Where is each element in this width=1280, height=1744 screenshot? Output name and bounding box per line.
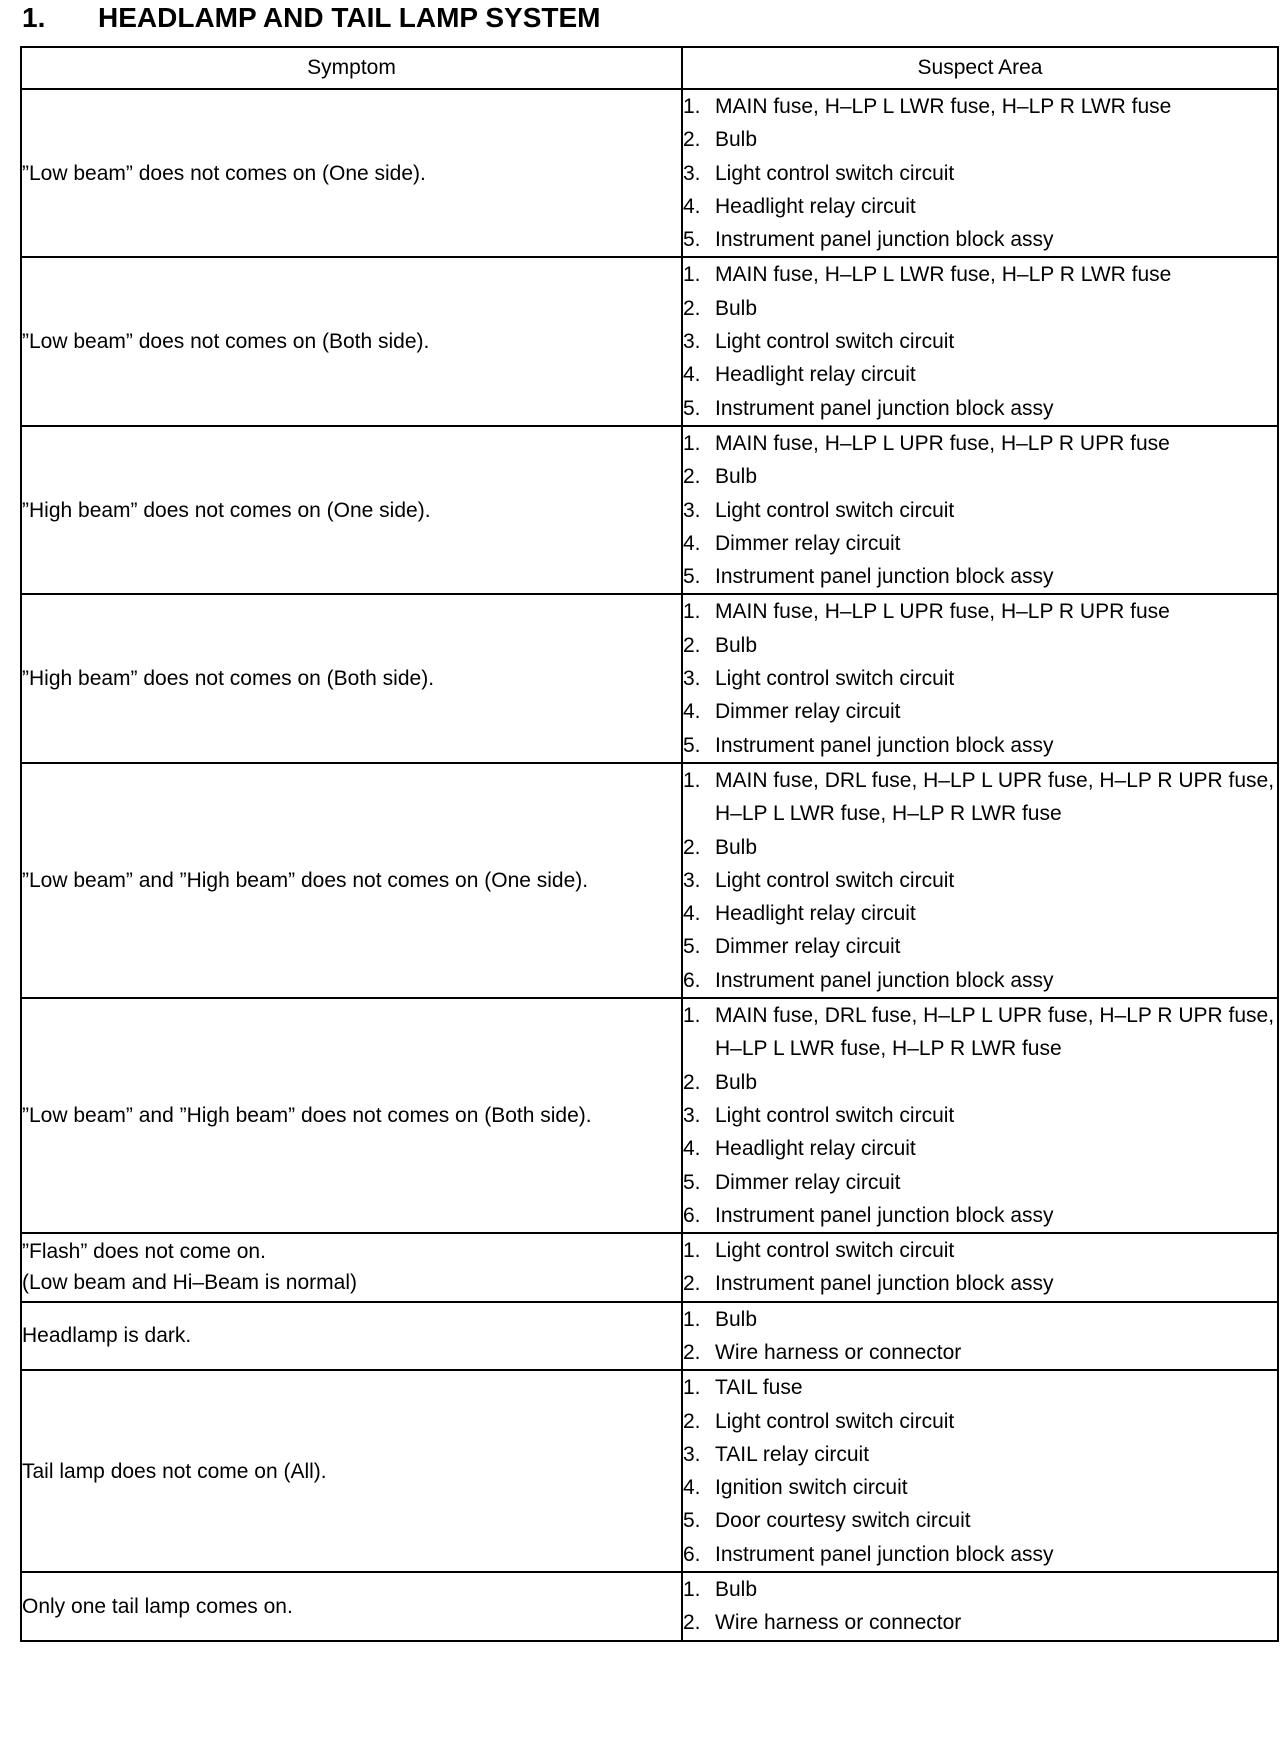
section-title <box>22 0 600 36</box>
column-header-suspect-area: Suspect Area <box>682 47 1278 89</box>
list-item: 4. Headlight relay circuit <box>683 363 916 387</box>
list-item: 2. Bulb <box>683 633 758 657</box>
symptom-cell: ”Low beam” and ”High beam” does not comes on (Both side). <box>21 998 682 1233</box>
list-item-text: Wire harness or connector <box>715 1340 962 1364</box>
table-header-row <box>21 47 1278 89</box>
table-row <box>21 89 1278 257</box>
list-item: 1. MAIN fuse, H–LP L LWR fuse, H–LP R LWR fuse <box>683 263 1172 287</box>
suspect-area-cell <box>682 998 1278 1233</box>
list-item: 2. Bulb <box>683 1070 758 1094</box>
list-item: 5. Instrument panel junction block assy <box>683 396 1054 420</box>
suspect-area-cell <box>682 594 1278 762</box>
list-item: 3. Light control switch circuit <box>683 161 955 185</box>
list-item-text: Instrument panel junction block assy <box>715 396 1054 420</box>
list-item-text: MAIN fuse, DRL fuse, H–LP L UPR fuse, H–LP R UPR fuse, H–LP L LWR fuse, H–LP R LWR fuse <box>715 768 1275 826</box>
list-item: 2. Wire harness or connector <box>683 1611 962 1635</box>
list-item-text: Light control switch circuit <box>715 1103 955 1127</box>
list-item-text: Bulb <box>715 1070 758 1094</box>
list-item-text: Door courtesy switch circuit <box>715 1509 971 1533</box>
list-item-text: Wire harness or connector <box>715 1611 962 1635</box>
list-item: 1. Light control switch circuit <box>683 1239 955 1263</box>
suspect-area-cell <box>682 1233 1278 1302</box>
list-item-text: Light control switch circuit <box>715 330 955 354</box>
list-item: 5. Dimmer relay circuit <box>683 1170 901 1194</box>
list-item: 5. Instrument panel junction block assy <box>683 565 1054 589</box>
suspect-list <box>683 90 1277 256</box>
list-item-text: Instrument panel junction block assy <box>715 733 1054 757</box>
list-item: 1. MAIN fuse, H–LP L UPR fuse, H–LP R UPR fuse <box>683 431 1170 455</box>
suspect-list <box>683 595 1277 761</box>
table-row <box>21 426 1278 594</box>
suspect-area-cell <box>682 257 1278 425</box>
list-item: 3. Light control switch circuit <box>683 868 955 892</box>
symptom-line: (Low beam and Hi–Beam is normal) <box>22 1271 357 1295</box>
list-item: 1. MAIN fuse, H–LP L UPR fuse, H–LP R UPR fuse <box>683 600 1170 624</box>
list-item-text: Light control switch circuit <box>715 1239 955 1263</box>
list-item-text: Instrument panel junction block assy <box>715 1542 1054 1566</box>
symptom-cell: Tail lamp does not come on (All). <box>21 1370 682 1572</box>
section-title-text: HEADLAMP AND TAIL LAMP SYSTEM <box>98 2 601 33</box>
list-item-text: TAIL fuse <box>715 1376 803 1400</box>
table-row <box>21 594 1278 762</box>
suspect-area-cell <box>682 1370 1278 1572</box>
list-item: 1. MAIN fuse, DRL fuse, H–LP L UPR fuse, H–LP R UPR fuse, H–LP L LWR fuse, H–LP R LWR fuse <box>683 1004 1275 1061</box>
suspect-list <box>683 1234 1277 1301</box>
table-row <box>21 1572 1278 1641</box>
list-item: 6. Instrument panel junction block assy <box>683 1203 1054 1227</box>
list-item: 4. Dimmer relay circuit <box>683 531 901 555</box>
list-item-text: Headlight relay circuit <box>715 1137 916 1161</box>
list-item: 2. Wire harness or connector <box>683 1340 962 1364</box>
suspect-list <box>683 1573 1277 1640</box>
list-item-text: Bulb <box>715 465 758 489</box>
list-item: 5. Door courtesy switch circuit <box>683 1509 971 1533</box>
list-item: 5. Dimmer relay circuit <box>683 935 901 959</box>
list-item: 1. MAIN fuse, DRL fuse, H–LP L UPR fuse, H–LP R UPR fuse, H–LP L LWR fuse, H–LP R LWR fuse <box>683 768 1275 826</box>
list-item: 3. Light control switch circuit <box>683 330 955 354</box>
suspect-area-cell <box>682 1302 1278 1371</box>
list-item: 2. Bulb <box>683 465 758 489</box>
list-item: 1. Bulb <box>683 1307 758 1331</box>
list-item: 1. TAIL fuse <box>683 1376 803 1400</box>
table-row <box>21 1302 1278 1371</box>
list-item: 2. Bulb <box>683 835 758 859</box>
list-item: 3. TAIL relay circuit <box>683 1442 870 1466</box>
suspect-area-cell <box>682 89 1278 257</box>
list-item-text: MAIN fuse, H–LP L LWR fuse, H–LP R LWR fuse <box>715 95 1172 118</box>
suspect-area-cell <box>682 1572 1278 1641</box>
column-header-symptom: Symptom <box>21 47 682 89</box>
list-item: 5. Instrument panel junction block assy <box>683 228 1054 252</box>
list-item-text: Dimmer relay circuit <box>715 531 901 555</box>
table-row <box>21 763 1278 998</box>
list-item-text: Light control switch circuit <box>715 161 955 185</box>
list-item: 1. MAIN fuse, H–LP L LWR fuse, H–LP R LWR fuse <box>683 95 1172 118</box>
list-item-text: Headlight relay circuit <box>715 363 916 387</box>
list-item: 3. Light control switch circuit <box>683 667 955 691</box>
list-item-text: Light control switch circuit <box>715 667 955 691</box>
symptom-cell: Headlamp is dark. <box>21 1302 682 1371</box>
list-item-text: Dimmer relay circuit <box>715 935 901 959</box>
suspect-list <box>683 1371 1277 1571</box>
list-item: 2. Instrument panel junction block assy <box>683 1272 1054 1296</box>
symptom-cell: ”High beam” does not comes on (Both side). <box>21 594 682 762</box>
table-row <box>21 257 1278 425</box>
list-item-text: Headlight relay circuit <box>715 194 916 218</box>
list-item: 3. Light control switch circuit <box>683 498 955 522</box>
suspect-list <box>683 999 1277 1232</box>
list-item-text: Bulb <box>715 296 758 320</box>
list-item-text: Instrument panel junction block assy <box>715 1203 1054 1227</box>
list-item-text: Light control switch circuit <box>715 868 955 892</box>
list-item: 2. Bulb <box>683 296 758 320</box>
list-item-text: Dimmer relay circuit <box>715 700 901 724</box>
list-item-text: Headlight relay circuit <box>715 902 916 926</box>
list-item-text: Instrument panel junction block assy <box>715 565 1054 589</box>
list-item-text: MAIN fuse, H–LP L UPR fuse, H–LP R UPR fuse <box>715 431 1170 455</box>
list-item-text: Light control switch circuit <box>715 1409 955 1433</box>
list-item: 1. Bulb <box>683 1578 758 1602</box>
symptom-cell: ”Low beam” does not comes on (Both side). <box>21 257 682 425</box>
list-item-text: Bulb <box>715 1307 758 1331</box>
list-item: 5. Instrument panel junction block assy <box>683 733 1054 757</box>
list-item-text: Instrument panel junction block assy <box>715 968 1054 992</box>
table-row <box>21 998 1278 1233</box>
symptom-cell: ”Low beam” does not comes on (One side). <box>21 89 682 257</box>
list-item-text: Bulb <box>715 835 758 859</box>
table-row <box>21 1233 1278 1302</box>
list-item-text: Bulb <box>715 128 758 152</box>
list-item-text: Instrument panel junction block assy <box>715 1272 1054 1296</box>
list-item-text: Dimmer relay circuit <box>715 1170 901 1194</box>
list-item: 4. Headlight relay circuit <box>683 902 916 926</box>
list-item-text: MAIN fuse, DRL fuse, H–LP L UPR fuse, H–LP R UPR fuse, H–LP L LWR fuse, H–LP R LWR fuse <box>715 1004 1275 1061</box>
list-item: 6. Instrument panel junction block assy <box>683 1542 1054 1566</box>
symptom-cell <box>21 1233 682 1302</box>
suspect-area-cell <box>682 426 1278 594</box>
list-item-text: TAIL relay circuit <box>715 1442 870 1466</box>
list-item-text: MAIN fuse, H–LP L UPR fuse, H–LP R UPR fuse <box>715 600 1170 624</box>
list-item: 2. Light control switch circuit <box>683 1409 955 1433</box>
suspect-list <box>683 427 1277 593</box>
list-item: 3. Light control switch circuit <box>683 1103 955 1127</box>
list-item: 4. Dimmer relay circuit <box>683 700 901 724</box>
list-item-text: Bulb <box>715 1578 758 1602</box>
suspect-area-cell <box>682 763 1278 998</box>
list-item: 4. Headlight relay circuit <box>683 194 916 218</box>
list-item: 4. Headlight relay circuit <box>683 1137 916 1161</box>
suspect-list <box>683 258 1277 424</box>
table-row <box>21 1370 1278 1572</box>
list-item: 2. Bulb <box>683 128 758 152</box>
list-item-text: Light control switch circuit <box>715 498 955 522</box>
list-item: 6. Instrument panel junction block assy <box>683 968 1054 992</box>
section-number: 1. <box>22 2 46 33</box>
symptom-cell: ”High beam” does not comes on (One side). <box>21 426 682 594</box>
troubleshooting-table <box>20 46 1279 1642</box>
list-item-text: Instrument panel junction block assy <box>715 228 1054 252</box>
symptom-cell: Only one tail lamp comes on. <box>21 1572 682 1641</box>
symptom-cell: ”Low beam” and ”High beam” does not comes on (One side). <box>21 763 682 998</box>
list-item: 4. Ignition switch circuit <box>683 1476 908 1500</box>
list-item-text: Bulb <box>715 633 758 657</box>
list-item-text: Ignition switch circuit <box>715 1476 908 1500</box>
suspect-list <box>683 764 1277 997</box>
list-item-text: MAIN fuse, H–LP L LWR fuse, H–LP R LWR fuse <box>715 263 1172 287</box>
symptom-line: ”Flash” does not come on. <box>22 1240 266 1264</box>
suspect-list <box>683 1303 1277 1370</box>
